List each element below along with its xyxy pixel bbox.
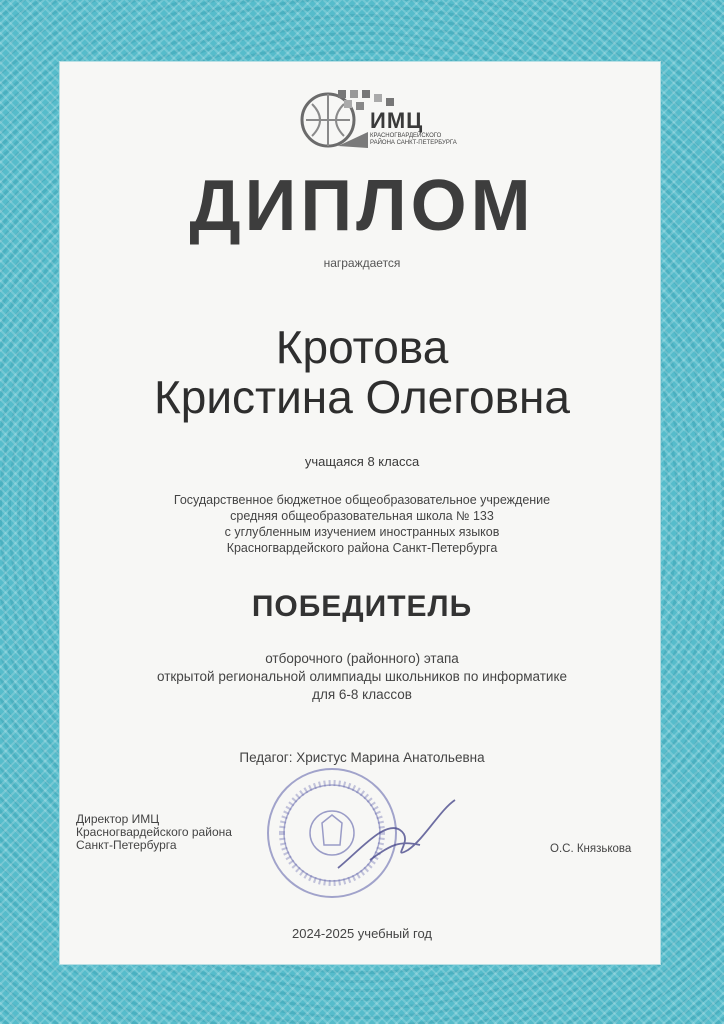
awarded-label: награждается (323, 256, 401, 270)
director-line: Красногвардейского района (76, 825, 232, 839)
olympiad-description (0, 650, 724, 704)
olympiad-line: открытой региональной олимпиады школьников по информатике (156, 669, 568, 684)
director-title (76, 813, 232, 852)
school-line: с углубленным изучением иностранных языков (224, 525, 500, 539)
olympiad-line: для 6-8 классов (312, 687, 412, 702)
director-line: Директор ИМЦ (76, 812, 160, 826)
teacher-line: Педагог: Христус Марина Анатольевна (239, 750, 485, 765)
handwritten-signature-icon (330, 790, 460, 880)
school-line: Государственное бюджетное общеобразовательное учреждение (173, 493, 551, 507)
recipient-name (0, 322, 724, 422)
director-line: Санкт-Петербурга (76, 838, 177, 852)
school-name (0, 492, 724, 556)
recipient-surname: Кротова (275, 321, 449, 373)
status-heading: ПОБЕДИТЕЛЬ (251, 590, 473, 623)
academic-year: 2024-2025 учебный год (292, 926, 432, 941)
logo-title: ИМЦ (370, 108, 424, 133)
diploma-title: ДИПЛОМ (189, 166, 535, 246)
signer-name: О.С. Князькова (550, 843, 632, 855)
school-line: средняя общеобразовательная школа № 133 (230, 509, 494, 523)
student-grade: учащаяся 8 класса (304, 454, 420, 469)
olympiad-line: отборочного (районного) этапа (265, 651, 459, 666)
recipient-given-names: Кристина Олеговна (153, 371, 571, 423)
school-line: Красногвардейского района Санкт-Петербурга (226, 541, 498, 555)
logo-subtitle: КРАСНОГВАРДЕЙСКОГО РАЙОНА САНКТ-ПЕТЕРБУРГА (370, 133, 457, 146)
